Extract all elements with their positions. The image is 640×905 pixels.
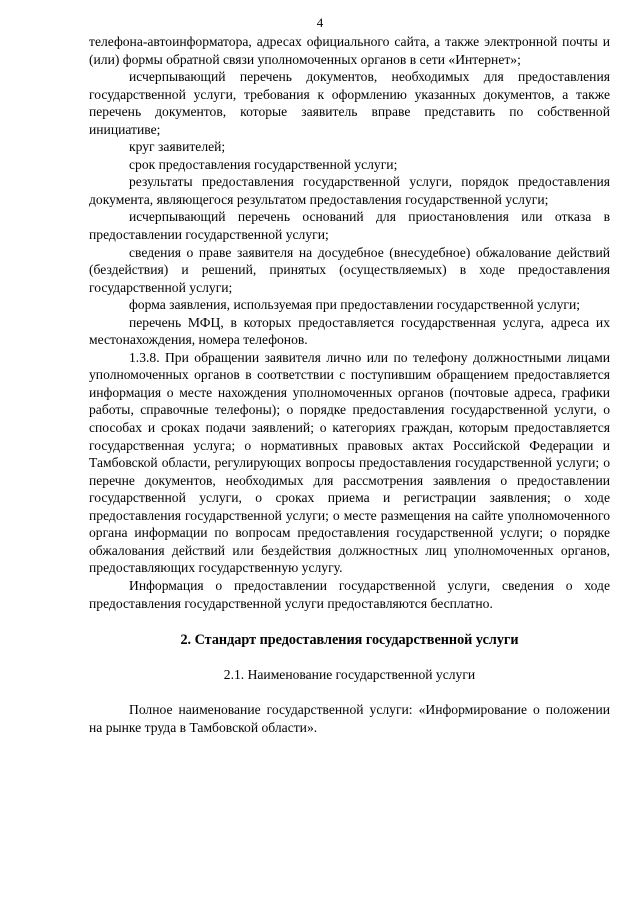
section-heading: 2. Стандарт предоставления государственной услуги xyxy=(180,632,519,649)
paragraph: круг заявителей; xyxy=(129,139,226,155)
paragraph: телефона-автоинформатора, адресах официального сайта, а также электронной почты и (или) формы обратной связи уполномоченных органов в сети «Интернет»; xyxy=(89,34,610,67)
final-paragraph: Полное наименование государственной услуги: «Информирование о положении на рынке труда в Тамбовской области». xyxy=(89,702,610,735)
paragraph: исчерпывающий перечень документов, необходимых для предоставления государственной услуги, требования к оформлению указанных документов, а также перечень документов, которые заявитель вправе представить по собственной инициативе; xyxy=(89,69,610,137)
subsection-heading: 2.1. Наименование государственной услуги xyxy=(223,667,476,683)
paragraph: Информация о предоставлении государственной услуги, сведения о ходе предоставления государственной услуги предоставляются бесплатно. xyxy=(89,577,610,611)
page-number: 4 xyxy=(316,15,324,30)
paragraph: сведения о праве заявителя на досудебное (внесудебное) обжалование действий (бездействия) и решений, принятых (осуществляемых) в ходе предоставления государственной услуги; xyxy=(89,244,610,295)
paragraph: 1.3.8. При обращении заявителя лично или по телефону должностными лицами уполномоченных органов в соответствии с поступившим обращением предоставляется информация о месте нахождения уполномоченных органов (почтовые адреса, графики работы, справочные телефоны); о порядке предоставления государственной услуги, о способах и сроках подачи заявлений; о категориях граждан, которым предоставляется государственная услуга; о нормативных правовых актах Российской Федерации и Тамбовской области, регулирующих вопросы предоставления государственной услуги; о перечне документов, необходимых для рассмотрения заявления о предоставлении государственной услуги, о сроках приема и регистрации заявления; о ходе предоставления государственной услуги; о месте размещения на сайте уполномоченного органа информации по вопросам предоставления государственной услуги; о порядке обжалования действий или бездействия должностных лиц уполномоченных органов, предоставляющих государственную услугу. xyxy=(89,349,610,576)
paragraph: перечень МФЦ, в которых предоставляется государственная услуга, адреса их местонахождения, номера телефонов. xyxy=(89,314,610,348)
paragraph: форма заявления, используемая при предоставлении государственной услуги; xyxy=(129,297,581,313)
document-body xyxy=(89,33,610,736)
paragraph: результаты предоставления государственной услуги, порядок предоставления документа, являющегося результатом предоставления государственной услуги; xyxy=(89,174,610,207)
paragraph: исчерпывающий перечень оснований для приостановления или отказа в предоставлении государственной услуги; xyxy=(89,209,610,243)
paragraph: срок предоставления государственной услуги; xyxy=(129,156,398,172)
